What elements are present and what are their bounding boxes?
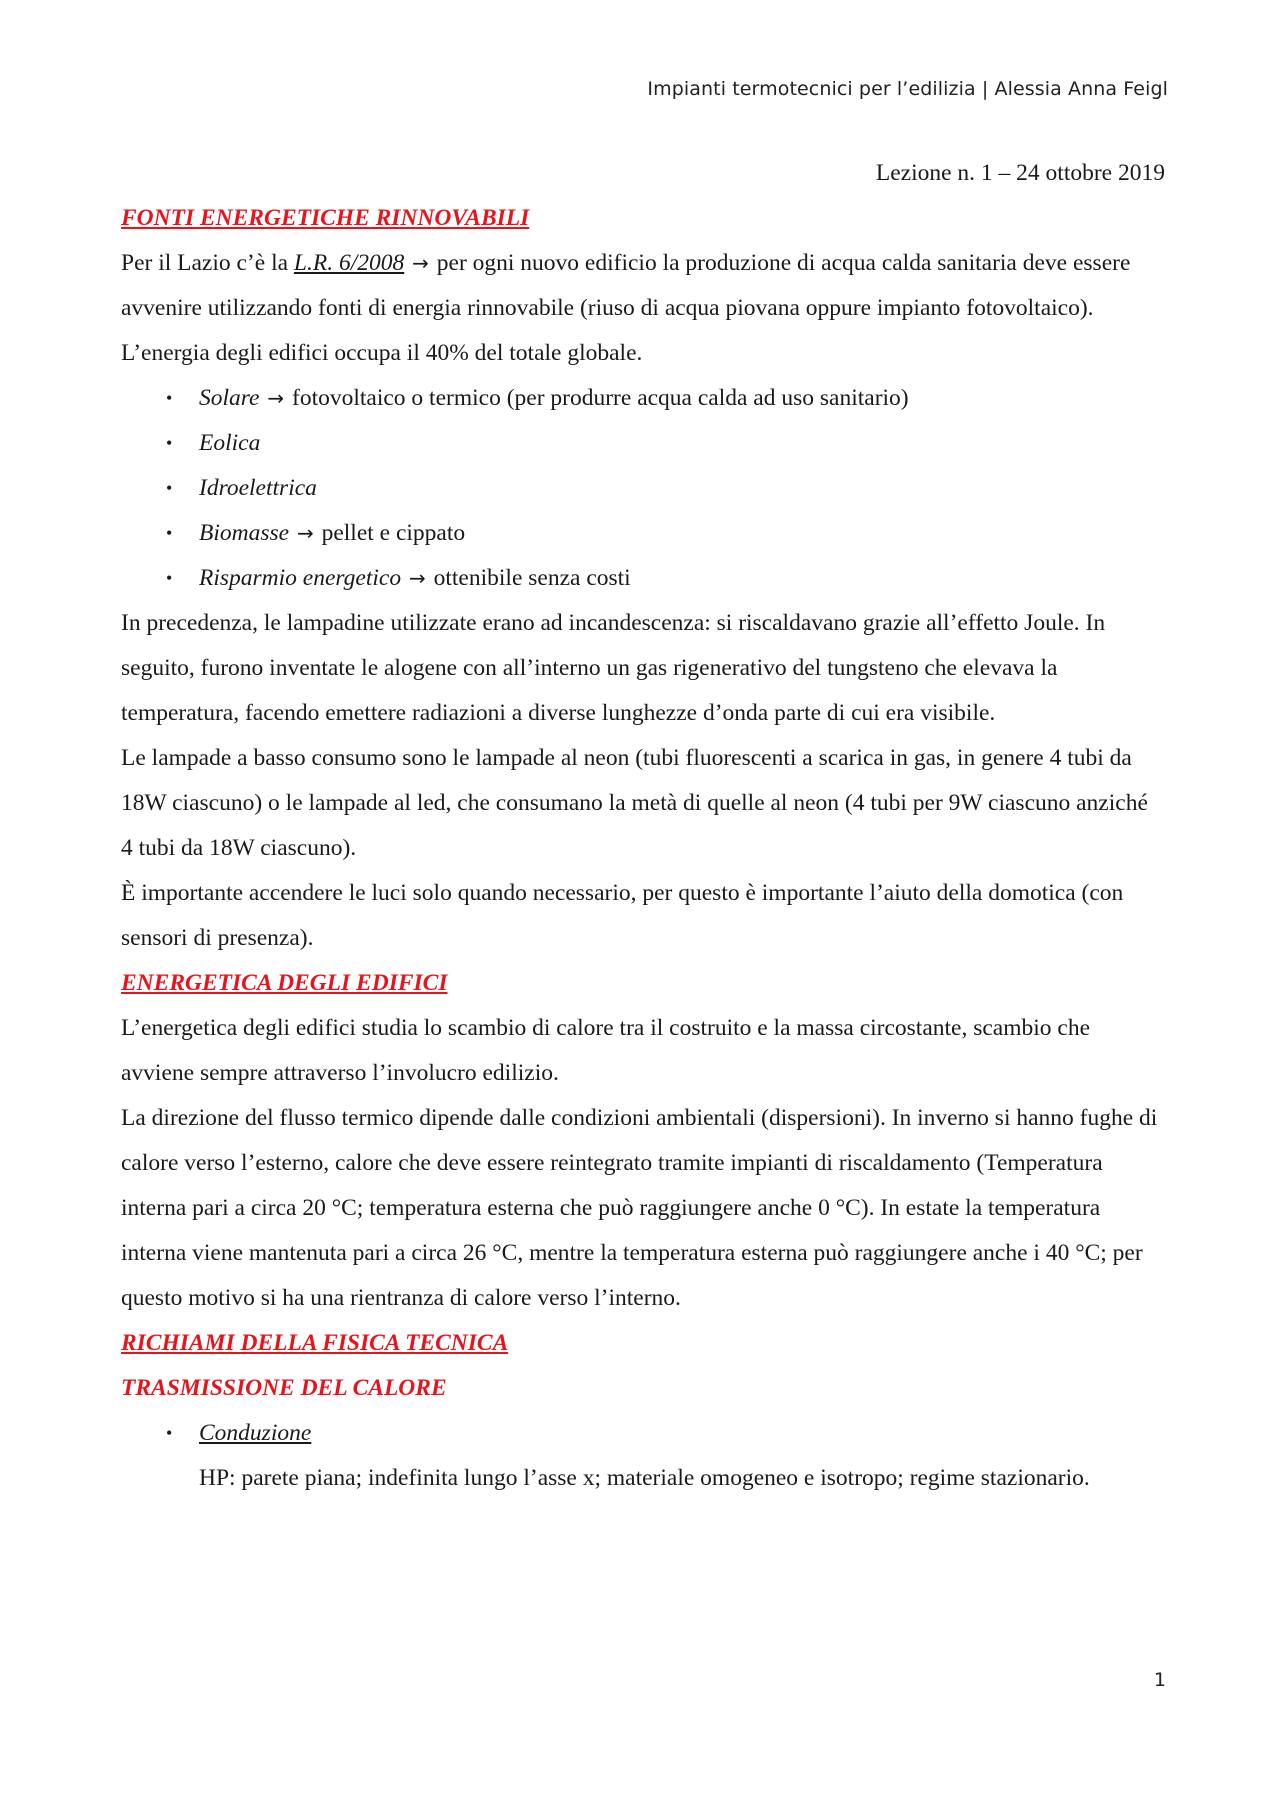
paragraph-conduction-hypotheses: HP: parete piana; indefinita lungo l’asse x; materiale omogeneo e isotropo; regime stazionario. bbox=[199, 1465, 1090, 1491]
renewable-sources-list bbox=[121, 376, 1165, 601]
list-item-term: Solare bbox=[199, 385, 260, 411]
paragraph-lazio-law bbox=[121, 241, 1165, 331]
bullet-icon: • bbox=[166, 523, 173, 543]
paragraph-domotics: È importante accendere le luci solo quando necessario, per questo è importante l’aiuto della domotica (con sensori di presenza). bbox=[121, 880, 1124, 951]
text-fragment: Per il Lazio c’è la bbox=[121, 250, 294, 276]
page-number: 1 bbox=[1153, 1669, 1166, 1691]
paragraph-building-energy: L’energetica degli edifici studia lo scambio di calore tra il costruito e la massa circostante, scambio che avviene sempre attraverso l’involucro edilizio. bbox=[121, 1015, 1091, 1086]
list-item-desc: fotovoltaico o termico (per produrre acqua calda ad uso sanitario) bbox=[292, 385, 909, 411]
arrow-right-icon: → bbox=[412, 251, 429, 275]
section-heading-building-energy: ENERGETICA DEGLI EDIFICI bbox=[121, 970, 448, 996]
bullet-icon: • bbox=[166, 1423, 173, 1443]
bullet-icon: • bbox=[166, 388, 173, 408]
heat-transfer-list bbox=[121, 1411, 1165, 1456]
list-item bbox=[121, 466, 1165, 511]
lesson-date: Lezione n. 1 – 24 ottobre 2019 bbox=[875, 160, 1165, 186]
paragraph-heat-flow: La direzione del flusso termico dipende dalle condizioni ambientali (dispersioni). In inverno si hanno fughe di calore verso l’esterno, calore che deve essere reintegrato tramite impianti di riscaldamento (Temperatura interna pari a circa 20 °C; temperatura esterna che può raggiungere anche 0 °C). In estate la temperatura interna viene mantenuta pari a circa 26 °C, mentre la temperatura esterna può raggiungere anche i 40 °C; per questo motivo si ha una rientranza di calore verso l’interno. bbox=[121, 1105, 1158, 1311]
list-item-term: Biomasse bbox=[199, 520, 290, 546]
page-content bbox=[121, 151, 1165, 1501]
bullet-icon: • bbox=[166, 478, 173, 498]
bullet-icon: • bbox=[166, 433, 173, 453]
list-item-desc: ottenibile senza costi bbox=[433, 565, 631, 591]
list-item bbox=[121, 1411, 1165, 1456]
list-item-term: Eolica bbox=[199, 430, 261, 456]
paragraph-bulbs: In precedenza, le lampadine utilizzate erano ad incandescenza: si riscaldavano grazie all’effetto Joule. In seguito, furono inventate le alogene con all’interno un gas rigenerativo del tungsteno che elevava la temperatura, facendo emettere radiazioni a diverse lunghezze d’onda parte di cui era visibile. bbox=[121, 610, 1106, 726]
list-item bbox=[121, 421, 1165, 466]
subsection-heading-heat-transfer: TRASMISSIONE DEL CALORE bbox=[121, 1375, 447, 1401]
running-header: Impianti termotecnici per l’edilizia | Alessia Anna Feigl bbox=[647, 78, 1168, 100]
list-item bbox=[121, 556, 1165, 601]
section-heading-renewables: FONTI ENERGETICHE RINNOVABILI bbox=[121, 205, 530, 231]
list-item-desc: pellet e cippato bbox=[321, 520, 466, 546]
section-heading-physics-recall: RICHIAMI DELLA FISICA TECNICA bbox=[121, 1330, 509, 1356]
paragraph-low-power-lamps: Le lampade a basso consumo sono le lampade al neon (tubi fluorescenti a scarica in gas, in genere 4 tubi da 18W ciascuno) o le lampade al led, che consumano la metà di quelle al neon (4 tubi per 9W ciascuno anziché 4 tubi da 18W ciascuno). bbox=[121, 745, 1148, 861]
list-item-term: Risparmio energetico bbox=[199, 565, 402, 591]
paragraph-energy-share: L’energia degli edifici occupa il 40% del totale globale. bbox=[121, 340, 643, 366]
list-item-term: Idroelettrica bbox=[199, 475, 317, 501]
bullet-icon: • bbox=[166, 568, 173, 588]
text-fragment: per ogni nuovo edificio la produzione di acqua calda sanitaria deve essere avvenire utilizzando fonti di energia rinnovabile (riuso di acqua piovana oppure impianto fotovoltaico). bbox=[121, 250, 1131, 321]
list-item bbox=[121, 511, 1165, 556]
arrow-right-icon: → bbox=[296, 521, 314, 545]
arrow-right-icon: → bbox=[408, 566, 426, 590]
arrow-right-icon: → bbox=[267, 386, 285, 410]
list-item-term: Conduzione bbox=[199, 1420, 312, 1446]
law-reference: L.R. 6/2008 bbox=[293, 250, 405, 276]
list-item bbox=[121, 376, 1165, 421]
